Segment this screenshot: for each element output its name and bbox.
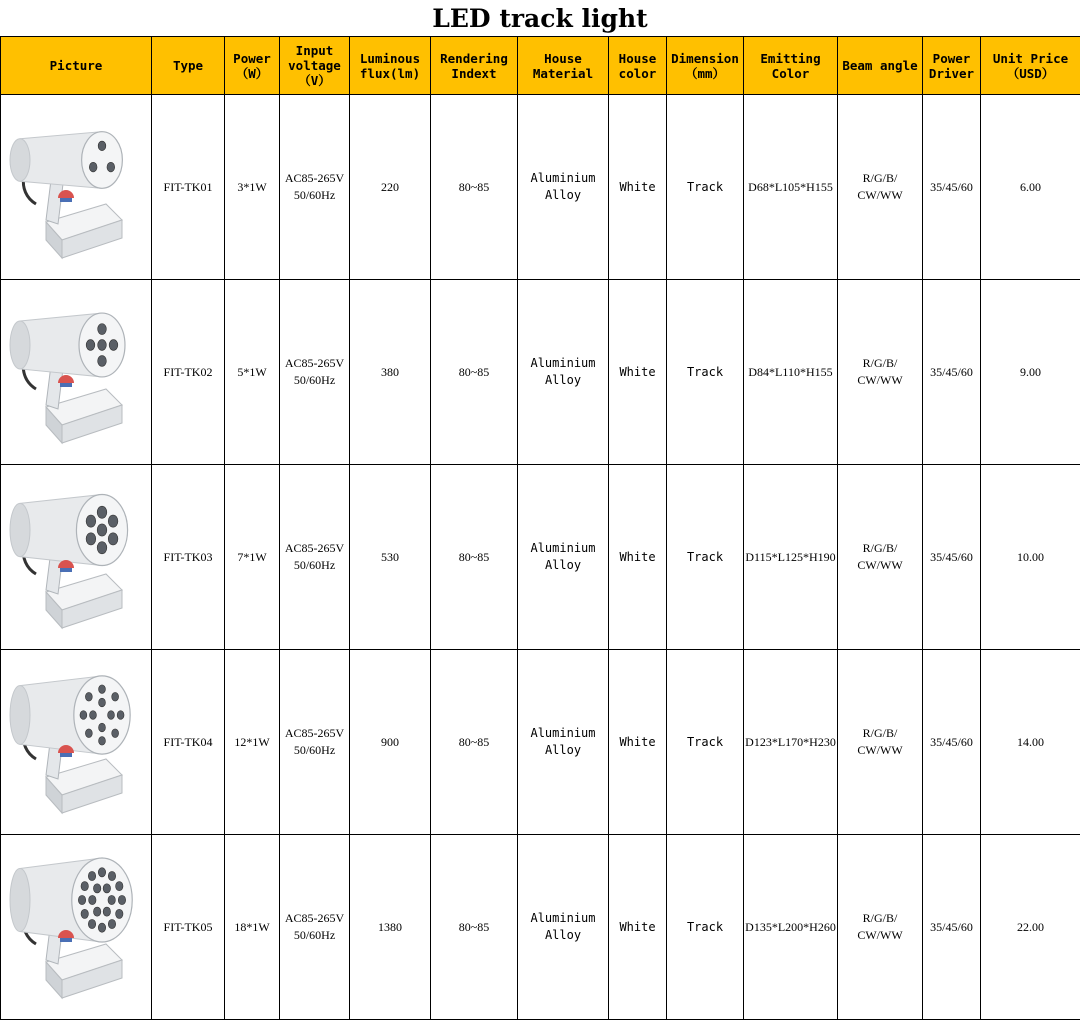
col-header-emitting-color: Emitting Color [744, 37, 838, 95]
emitting-color-cell: R/G/B/ CW/WW [838, 280, 923, 465]
type-cell: FIT-TK05 [152, 835, 225, 1020]
col-header-house-color: House color [609, 37, 667, 95]
dimension-cell: D135*L200*H260 [744, 835, 838, 1020]
house-material-cell: Aluminium Alloy [518, 465, 609, 650]
dimension-cell: D84*L110*H155 [744, 280, 838, 465]
input-voltage-cell: AC85-265V 50/60Hz [280, 280, 350, 465]
input-voltage-cell: AC85-265V 50/60Hz [280, 465, 350, 650]
table-row [1, 650, 1080, 835]
dimension-cell: D68*L105*H155 [744, 95, 838, 280]
col-header-luminous-flux: Luminous flux(lm) [350, 37, 431, 95]
product-picture-cell [1, 650, 152, 835]
input-voltage-cell: AC85-265V 50/60Hz [280, 95, 350, 280]
house-color-cell: White [609, 280, 667, 465]
power-cell: 3*1W [225, 95, 280, 280]
col-header-power-driver: Power Driver [923, 37, 981, 95]
col-header-input-voltage: Input voltage （V） [280, 37, 350, 95]
unit-price-cell: 9.00 [981, 280, 1080, 465]
table-row [1, 465, 1080, 650]
emitting-color-cell: R/G/B/ CW/WW [838, 95, 923, 280]
dimension-cell: D123*L170*H230 [744, 650, 838, 835]
house-color-cell: White [609, 835, 667, 1020]
col-header-beam-angle: Beam angle [838, 37, 923, 95]
house-material-cell: Aluminium Alloy [518, 95, 609, 280]
col-header-dimension: Dimension （mm） [667, 37, 744, 95]
product-picture-cell [1, 465, 152, 650]
emitting-color-cell: R/G/B/ CW/WW [838, 465, 923, 650]
col-header-unit-price: Unit Price （USD） [981, 37, 1080, 95]
beam-angle-cell: 35/45/60 [923, 465, 981, 650]
rendering-index-cell: 80~85 [431, 465, 518, 650]
luminous-flux-cell: 380 [350, 280, 431, 465]
installation-cell: Track [667, 835, 744, 1020]
installation-cell: Track [667, 280, 744, 465]
page-title: LED track light [0, 0, 1080, 36]
unit-price-cell: 10.00 [981, 465, 1080, 650]
installation-cell: Track [667, 465, 744, 650]
rendering-index-cell: 80~85 [431, 280, 518, 465]
rendering-index-cell: 80~85 [431, 835, 518, 1020]
table-body [1, 95, 1080, 1020]
input-voltage-cell: AC85-265V 50/60Hz [280, 835, 350, 1020]
house-material-cell: Aluminium Alloy [518, 835, 609, 1020]
col-header-house-material: House Material [518, 37, 609, 95]
installation-cell: Track [667, 650, 744, 835]
installation-cell: Track [667, 95, 744, 280]
unit-price-cell: 22.00 [981, 835, 1080, 1020]
house-color-cell: White [609, 95, 667, 280]
dimension-cell: D115*L125*H190 [744, 465, 838, 650]
house-color-cell: White [609, 465, 667, 650]
spec-table [0, 36, 1080, 1020]
type-cell: FIT-TK04 [152, 650, 225, 835]
input-voltage-cell: AC85-265V 50/60Hz [280, 650, 350, 835]
rendering-index-cell: 80~85 [431, 650, 518, 835]
beam-angle-cell: 35/45/60 [923, 835, 981, 1020]
product-picture-cell [1, 835, 152, 1020]
luminous-flux-cell: 900 [350, 650, 431, 835]
luminous-flux-cell: 1380 [350, 835, 431, 1020]
house-material-cell: Aluminium Alloy [518, 650, 609, 835]
power-cell: 12*1W [225, 650, 280, 835]
track-light-photo-icon [6, 112, 146, 262]
type-cell: FIT-TK03 [152, 465, 225, 650]
house-color-cell: White [609, 650, 667, 835]
table-row [1, 835, 1080, 1020]
header-row [1, 37, 1080, 95]
col-header-type: Type [152, 37, 225, 95]
unit-price-cell: 14.00 [981, 650, 1080, 835]
beam-angle-cell: 35/45/60 [923, 95, 981, 280]
luminous-flux-cell: 220 [350, 95, 431, 280]
power-cell: 5*1W [225, 280, 280, 465]
track-light-photo-icon [6, 852, 146, 1002]
emitting-color-cell: R/G/B/ CW/WW [838, 650, 923, 835]
rendering-index-cell: 80~85 [431, 95, 518, 280]
beam-angle-cell: 35/45/60 [923, 280, 981, 465]
table-row [1, 280, 1080, 465]
type-cell: FIT-TK02 [152, 280, 225, 465]
product-picture-cell [1, 280, 152, 465]
track-light-photo-icon [6, 482, 146, 632]
luminous-flux-cell: 530 [350, 465, 431, 650]
power-cell: 7*1W [225, 465, 280, 650]
product-picture-cell [1, 95, 152, 280]
beam-angle-cell: 35/45/60 [923, 650, 981, 835]
house-material-cell: Aluminium Alloy [518, 280, 609, 465]
col-header-power: Power （W） [225, 37, 280, 95]
type-cell: FIT-TK01 [152, 95, 225, 280]
emitting-color-cell: R/G/B/ CW/WW [838, 835, 923, 1020]
col-header-picture: Picture [1, 37, 152, 95]
power-cell: 18*1W [225, 835, 280, 1020]
table-row [1, 95, 1080, 280]
track-light-photo-icon [6, 297, 146, 447]
col-header-rendering-index: Rendering Indext [431, 37, 518, 95]
track-light-photo-icon [6, 667, 146, 817]
unit-price-cell: 6.00 [981, 95, 1080, 280]
